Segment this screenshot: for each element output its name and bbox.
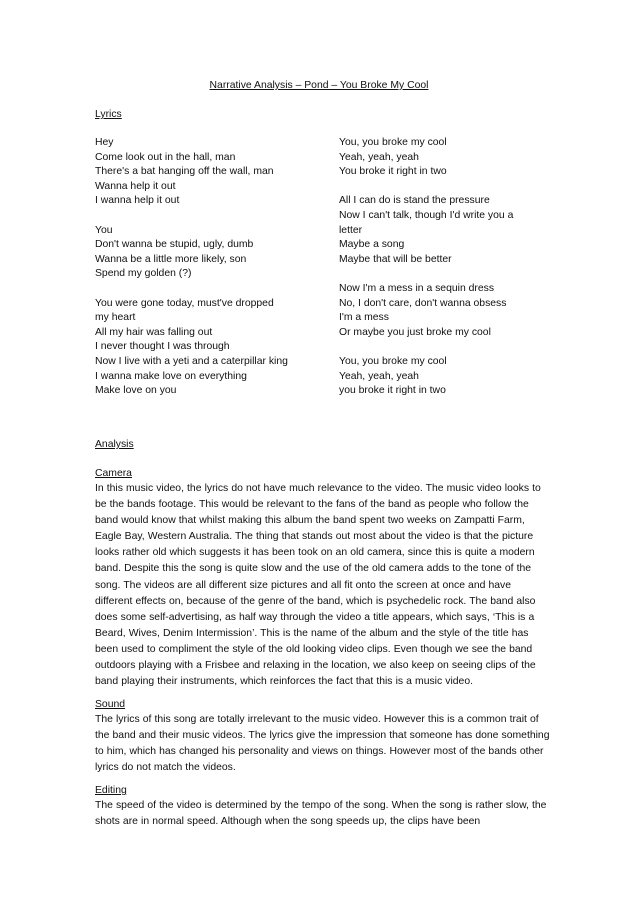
stanza-gap <box>95 282 325 297</box>
stanza-gap <box>339 180 554 195</box>
camera-paragraph: In this music video, the lyrics do not have much relevance to the video. The music video looks to be the bands footage. This would be relevant to the fans of the band as people who follow the band would know that whilst making this album the band spent two weeks on Zampatti Farm, Eagle Bay, Western Australia. The thing that stands out most about the video is that the picture looks rather old which suggests it has been took on an old camera, since this is quite a modern band. Despite this the song is quite slow and the use of the old camera adds to the tone of the song. The videos are all different size pictures and all fit onto the screen at once and have different effects on, because of the genre of the band, which is psychedelic rock. The band also does some self-advertising, as half way through the video a title appears, which says, ‘This is a Beard, Wives, Denim Intermission’. This is the name of the album and the style of the title has been used to compliment the style of the old looking video clips. Even though we see the band outdoors playing with a Frisbee and relaxing in the location, we also keep on seeing clips of the band playing their instruments, which reinforces the fact that this is a music video. <box>95 483 541 688</box>
lyric-line: Wanna help it out <box>95 180 176 192</box>
lyric-line: There's a bat hanging off the wall, man <box>95 166 274 178</box>
sound-heading: Sound <box>95 699 126 710</box>
lyric-line: All I can do is stand the pressure <box>339 195 490 207</box>
lyric-line: Come look out in the hall, man <box>95 151 236 163</box>
lyric-line: Maybe that will be better <box>339 253 452 265</box>
editing-heading: Editing <box>95 785 127 796</box>
lyric-line: No, I don't care, don't wanna obsess <box>339 297 507 309</box>
lyric-line: you broke it right in two <box>339 385 446 397</box>
lyric-line: Maybe a song <box>339 239 405 251</box>
lyric-line: Wanna be a little more likely, son <box>95 253 247 265</box>
document-title: Narrative Analysis – Pond – You Broke My Cool <box>209 80 429 91</box>
lyric-line: You broke it right in two <box>339 166 447 178</box>
lyric-line: Don't wanna be stupid, ugly, dumb <box>95 239 254 251</box>
lyric-line: You, you broke my cool <box>339 137 447 148</box>
lyric-line: Now I can't talk, though I'd write you a <box>339 209 514 221</box>
lyric-line: Now I'm a mess in a sequin dress <box>339 282 495 294</box>
lyric-line: Yeah, yeah, yeah <box>339 370 419 382</box>
lyric-line: my heart <box>95 312 136 324</box>
lyric-line: I wanna make love on everything <box>95 370 247 382</box>
lyric-line: I wanna help it out <box>95 195 180 207</box>
stanza-gap <box>339 267 554 282</box>
lyric-line: You, you broke my cool <box>339 355 447 367</box>
lyric-line: You <box>95 224 113 236</box>
lyric-line: I never thought I was through <box>95 341 230 353</box>
lyric-line: All my hair was falling out <box>95 326 213 338</box>
lyric-line: You were gone today, must've dropped <box>95 297 274 309</box>
lyrics-right-column <box>339 136 554 399</box>
lyrics-left-column <box>95 136 325 399</box>
lyric-line: Or maybe you just broke my cool <box>339 326 491 338</box>
lyric-line: letter <box>339 224 363 236</box>
sound-paragraph: The lyrics of this song are totally irrelevant to the music video. However this is a common trait of the band and their music videos. The lyrics give the impression that someone has done something to him, which has changed his personality and views on things. However most of the bands other lyrics do not match the videos. <box>95 714 550 774</box>
lyric-line: Hey <box>95 137 114 148</box>
editing-paragraph: The speed of the video is determined by the tempo of the song. When the song is rather slow, the shots are in normal speed. Although when the song speeds up, the clips have been <box>95 800 547 828</box>
stanza-gap <box>95 209 325 224</box>
analysis-heading: Analysis <box>95 439 134 450</box>
lyrics-heading: Lyrics <box>95 109 122 120</box>
lyric-line: Now I live with a yeti and a caterpillar king <box>95 355 288 367</box>
lyric-line: Spend my golden (?) <box>95 268 192 280</box>
lyric-line: I'm a mess <box>339 312 389 324</box>
lyric-line: Yeah, yeah, yeah <box>339 151 419 163</box>
lyric-line: Make love on you <box>95 385 177 397</box>
stanza-gap <box>339 340 554 355</box>
camera-heading: Camera <box>95 468 132 479</box>
